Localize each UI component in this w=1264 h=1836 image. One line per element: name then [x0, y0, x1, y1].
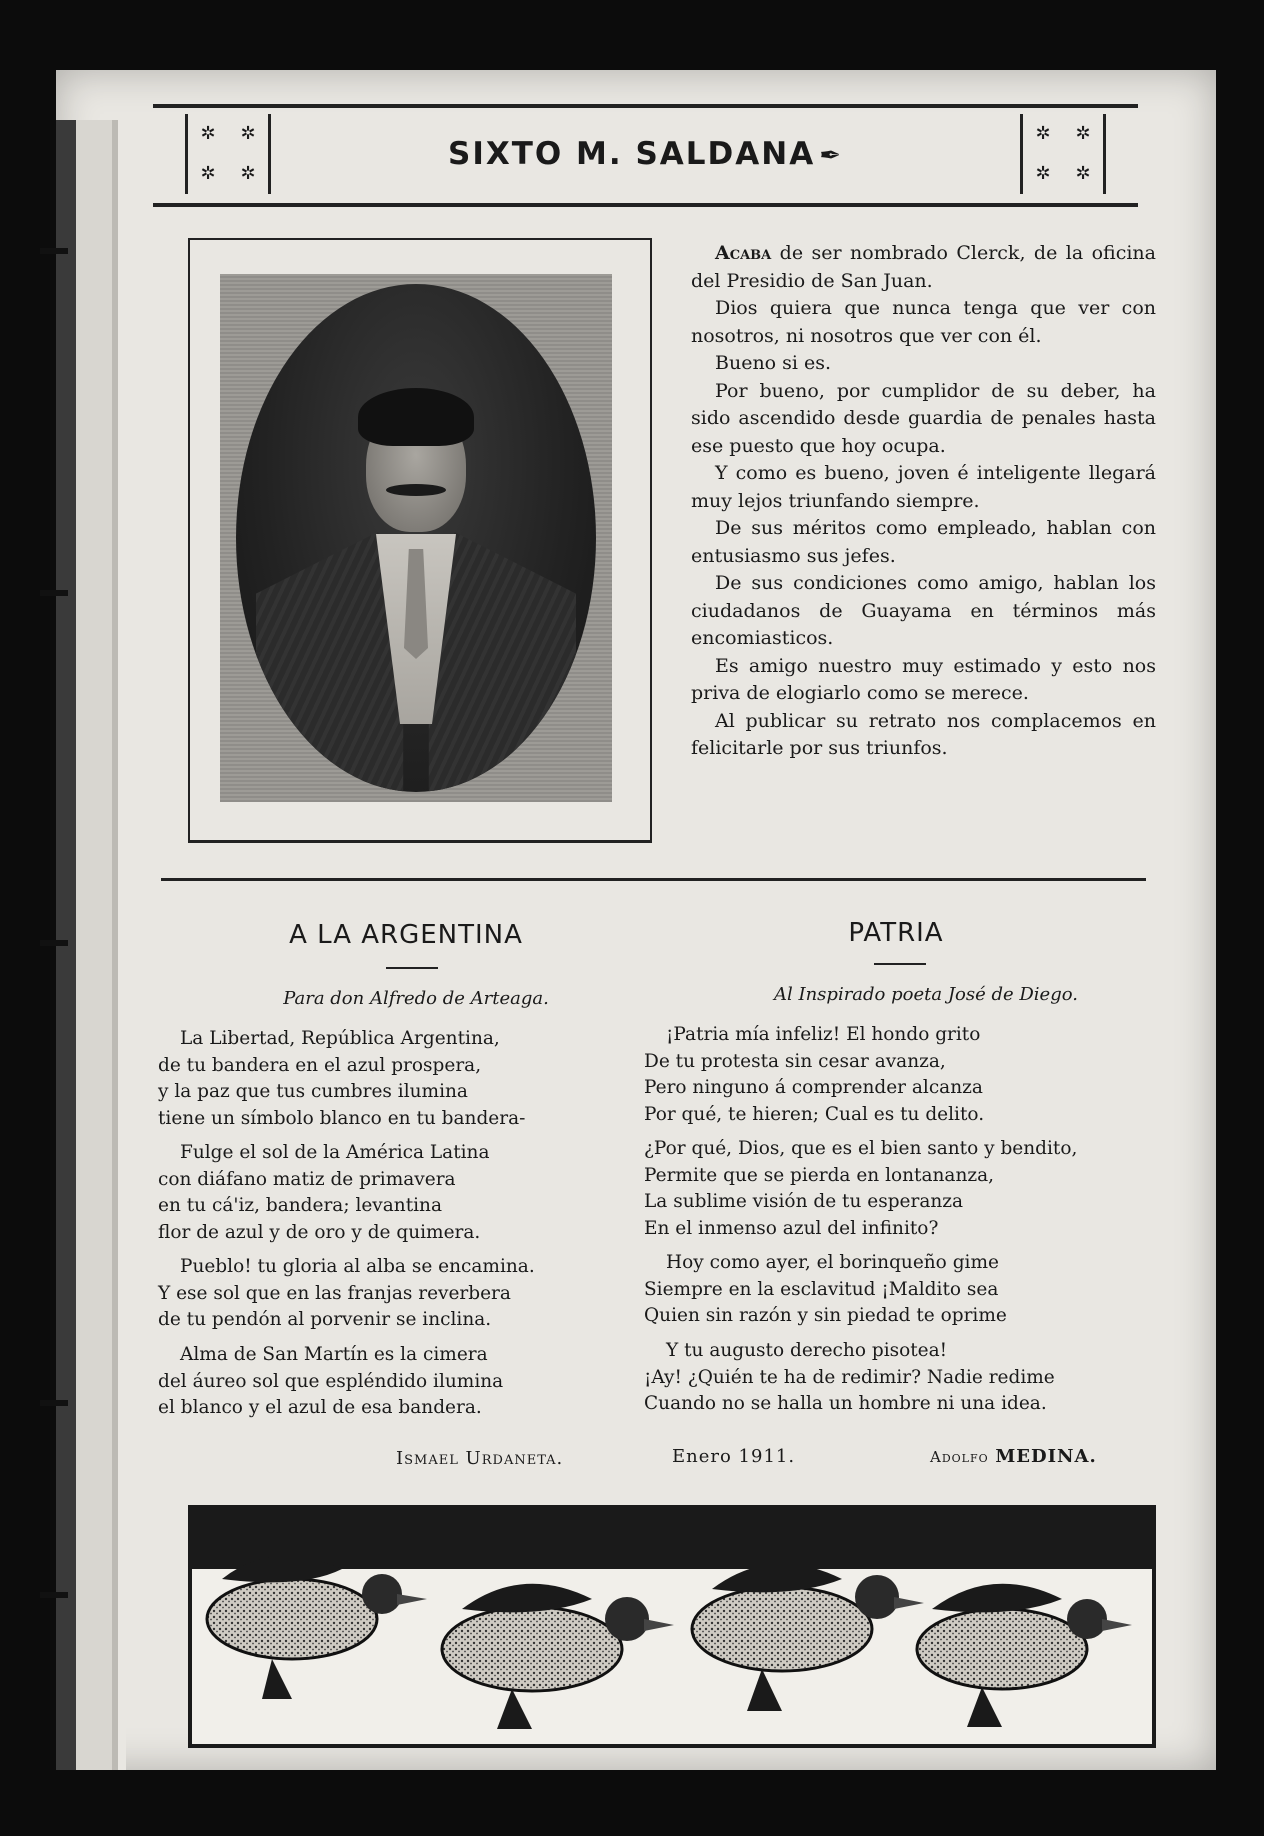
poem-title-right: PATRIA: [848, 918, 944, 948]
article-paragraph: Dios quiera que nunca tenga que ver con nosotros, ni nosotros que ver con él.: [691, 297, 1156, 347]
star-icon: ✲: [1035, 123, 1051, 144]
header-banner: [153, 104, 1138, 207]
poem-title-left: A LA ARGENTINA: [289, 920, 523, 950]
title-rule-right: [874, 963, 926, 965]
stanza-right-4: Y tu augusto derecho pisotea! ¡Ay! ¿Quién te ha de redimir? Nadie redime Cuando no se halla un hombre ni una idea.: [644, 1340, 1055, 1414]
binding-stitch: [40, 248, 68, 254]
star-icon: ✲: [240, 163, 256, 184]
star-icon: ✲: [200, 123, 216, 144]
article-paragraph: Bueno si es.: [715, 352, 832, 374]
duck-row: [207, 1556, 1132, 1729]
poem-date: Enero 1911.: [672, 1446, 796, 1467]
star-icon: ✲: [1075, 163, 1091, 184]
portrait-hair: [358, 388, 474, 446]
portrait-oval: [236, 284, 596, 792]
title-rule-left: [386, 967, 438, 969]
stanza-right-2: ¿Por qué, Dios, que es el bien santo y bendito, Permite que se pierda en lontananza, La sublime visión de tu esperanza En el inmenso azul del infinito?: [644, 1138, 1078, 1239]
dedication-left: Para don Alfredo de Arteaga.: [283, 988, 549, 1009]
binding-stitch: [40, 590, 68, 596]
portrait-frame: [188, 238, 652, 843]
stanza-left-2: Fulge el sol de la América Latina con diáfano matiz de primavera en tu cá'iz, bandera; levantina flor de azul y de oro y de quimera.: [158, 1142, 490, 1243]
binding-stitch: [40, 1592, 68, 1598]
article-paragraph: De sus méritos como empleado, hablan con entusiasmo sus jefes.: [691, 517, 1156, 567]
star-icon: ✲: [1035, 163, 1051, 184]
portrait-mustache: [386, 484, 446, 496]
binding-stitch: [40, 940, 68, 946]
article-body: [691, 240, 1156, 763]
stanza-right-1: ¡Patria mía infeliz! El hondo grito De tu protesta sin cesar avanza, Pero ninguno á comprender alcanza Por qué, te hieren; Cual es tu delito.: [644, 1024, 985, 1125]
page-title: SIXTO M. SALDANA: [448, 136, 816, 172]
stanza-right-3: Hoy como ayer, el borinqueño gime Siempre en la esclavitud ¡Maldito sea Quien sin razón y sin piedad te oprime: [644, 1252, 1007, 1326]
quill-icon: ✒: [819, 141, 843, 171]
article-paragraph: Y como es bueno, joven é inteligente llegará muy lejos triunfando siempre.: [691, 462, 1156, 512]
binding-stitch: [40, 1400, 68, 1406]
article-paragraph: Acaba de ser nombrado Clerck, de la oficina del Presidio de San Juan.: [691, 242, 1156, 292]
article-paragraph: Es amigo nuestro muy estimado y esto nos priva de elogiarlo como se merece.: [691, 654, 1156, 704]
star-icon: ✲: [1075, 123, 1091, 144]
stanza-left-4: Alma de San Martín es la cimera del áureo sol que espléndido ilumina el blanco y el azul de esa bandera.: [158, 1344, 504, 1418]
author-right: Adolfo MEDINA.: [930, 1446, 1097, 1467]
star-ornament-right: [1020, 114, 1106, 194]
stanza-left-1: La Libertad, República Argentina, de tu bandera en el azul prospera, y la paz que tus cumbres ilumina tiene un símbolo blanco en tu bandera-: [158, 1028, 526, 1129]
article-paragraph: De sus condiciones como amigo, hablan los ciudadanos de Guayama en términos más encomiasticos.: [691, 572, 1156, 649]
dedication-right: Al Inspirado poeta José de Diego.: [774, 984, 1078, 1005]
portrait-photo: [220, 274, 612, 802]
article-paragraph: Por bueno, por cumplidor de su deber, ha sido ascendido desde guardia de penales hasta ese puesto que hoy ocupa.: [691, 379, 1156, 457]
star-icon: ✲: [200, 163, 216, 184]
duck-frieze-illustration: [188, 1505, 1156, 1748]
lead-word: Acaba: [715, 242, 772, 264]
author-left: Ismael Urdaneta.: [396, 1448, 564, 1469]
section-divider: [161, 878, 1146, 881]
star-icon: ✲: [240, 123, 256, 144]
magazine-page: [56, 70, 1216, 1770]
stanza-left-3: Pueblo! tu gloria al alba se encamina. Y ese sol que en las franjas reverbera de tu pendón al porvenir se inclina.: [158, 1256, 535, 1330]
article-paragraph: Al publicar su retrato nos complacemos en felicitarle por sus triunfos.: [691, 709, 1156, 759]
duck-frieze-svg: [192, 1509, 1152, 1744]
